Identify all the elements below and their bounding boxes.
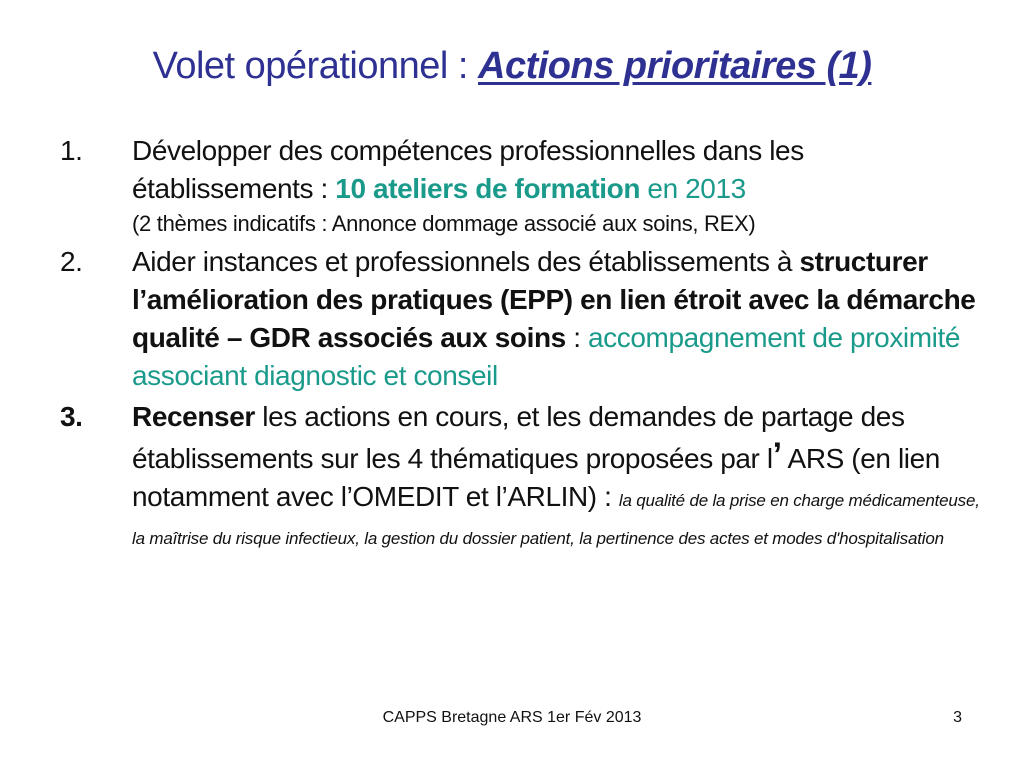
item-subtext: (2 thèmes indicatifs : Annonce dommage associé aux soins, REX): [132, 211, 756, 236]
title-emphasis: Actions prioritaires (1): [478, 45, 872, 87]
item-text: Aider instances et professionnels des établissements à: [132, 246, 800, 277]
item-text: les actions en cours, et les demandes de partage des établissements sur les 4 thématiques proposées par l: [132, 401, 905, 474]
page-number: 3: [953, 709, 962, 726]
item-bold-text: structurer l’amélioration des pratiques (EPP) en lien étroit avec la démarche qualité – GDR associés aux soins: [132, 246, 976, 353]
item-number: 1.: [60, 135, 83, 166]
item-number: 3.: [60, 401, 83, 432]
item-text-continued: ARS (en lien notamment avec l’OMEDIT et l’ARLIN) :: [132, 443, 940, 512]
item-apostrophe: ’: [772, 436, 782, 474]
list-item-3: [0, 398, 1024, 554]
slide-title: [0, 42, 1024, 90]
item-text: Développer des compétences professionnelles dans les établissements :: [132, 135, 804, 204]
list-item-2: [0, 243, 1024, 395]
item-bold-text: Recenser: [132, 401, 255, 432]
action-list: [0, 132, 1024, 554]
item-suffix: en 2013: [640, 173, 746, 204]
list-item-1: [0, 132, 1024, 240]
item-highlight: accompagnement de proximité associant diagnostic et conseil: [132, 322, 961, 391]
item-separator: :: [565, 322, 588, 353]
item-italic-text: la qualité de la prise en charge médicamenteuse, la maîtrise du risque infectieux, la gestion du dossier patient, la pertinence des actes et modes d'hospitalisation: [132, 491, 980, 548]
item-highlight: 10 ateliers de formation: [335, 173, 641, 204]
footer-text: CAPPS Bretagne ARS 1er Fév 2013: [382, 709, 642, 726]
item-number: 2.: [60, 246, 83, 277]
title-prefix: Volet opérationnel :: [152, 45, 478, 87]
